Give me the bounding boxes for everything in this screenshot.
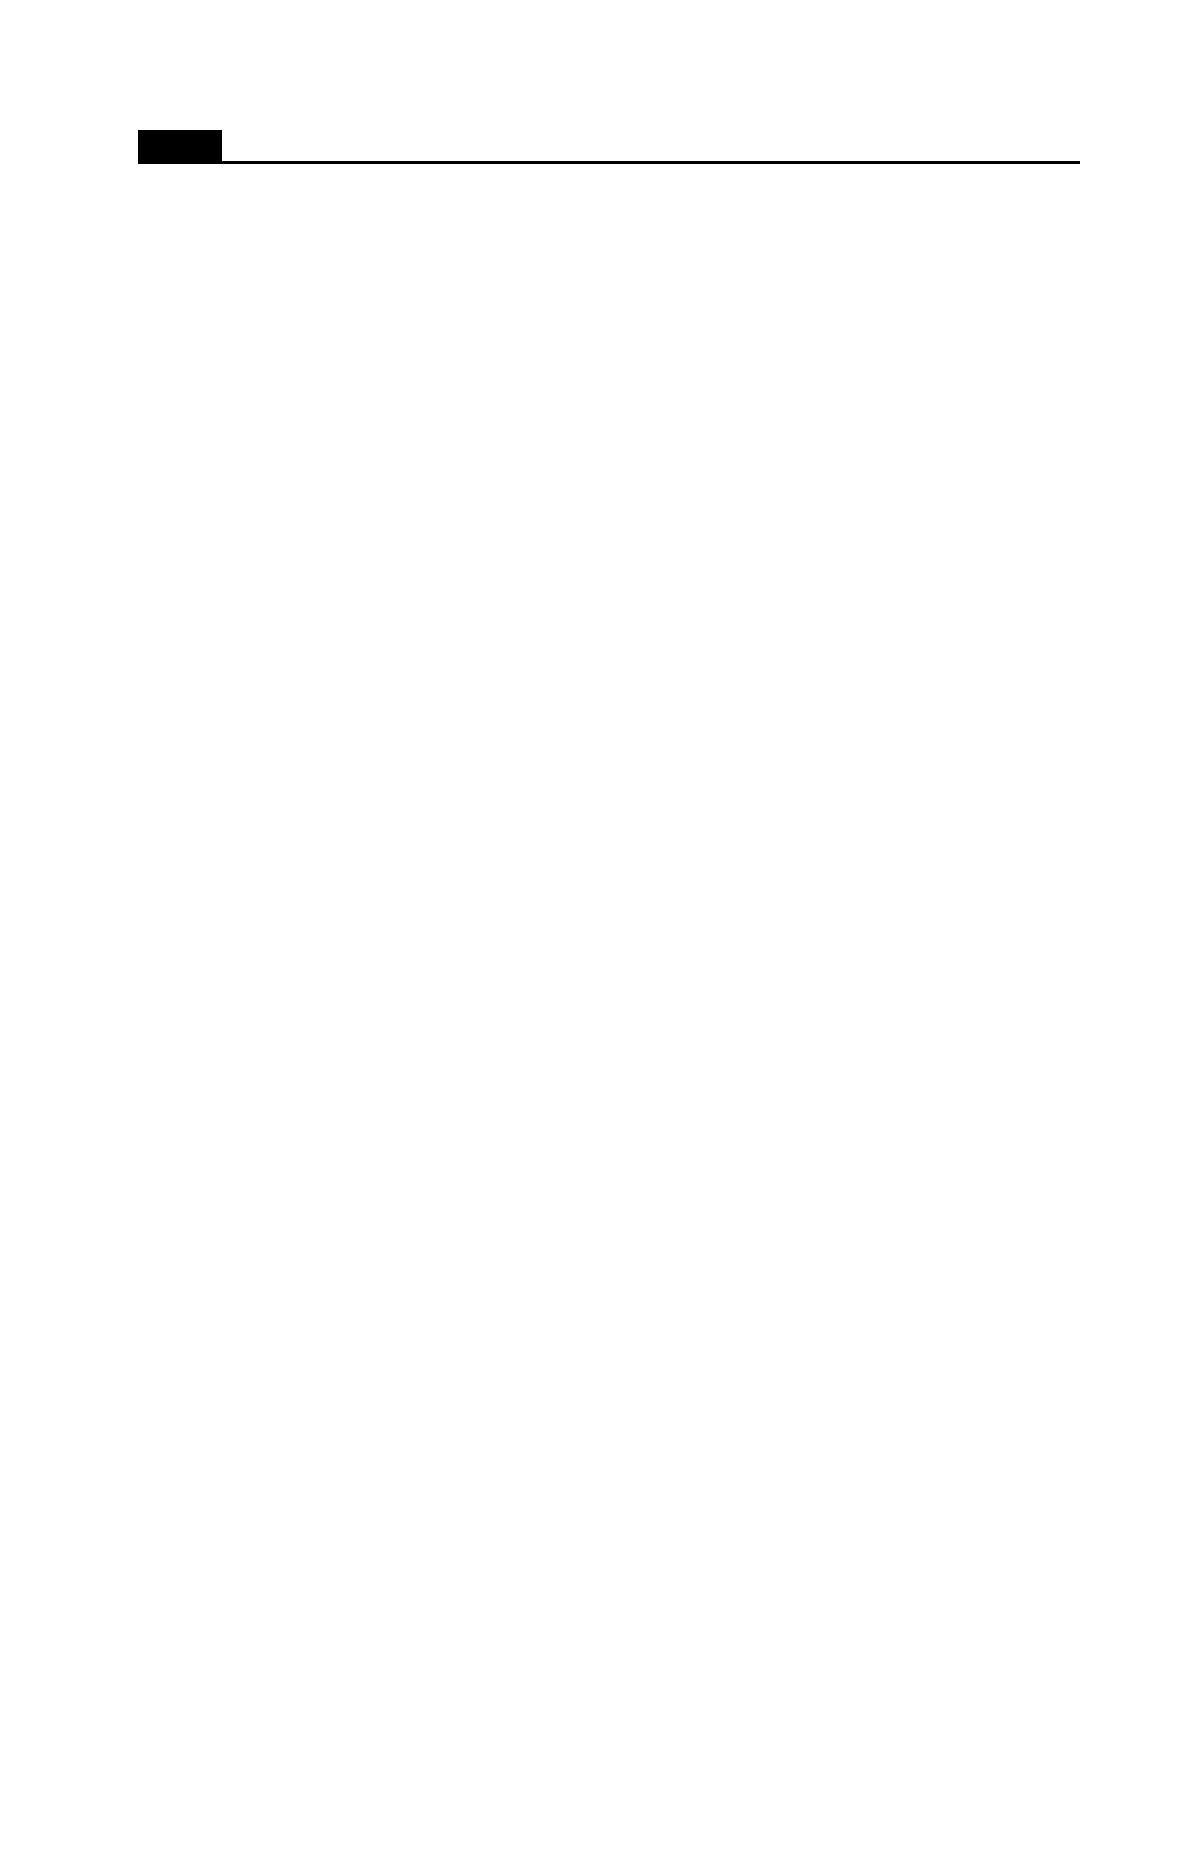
- header-bar: [138, 130, 222, 164]
- header-rule: [138, 161, 1080, 164]
